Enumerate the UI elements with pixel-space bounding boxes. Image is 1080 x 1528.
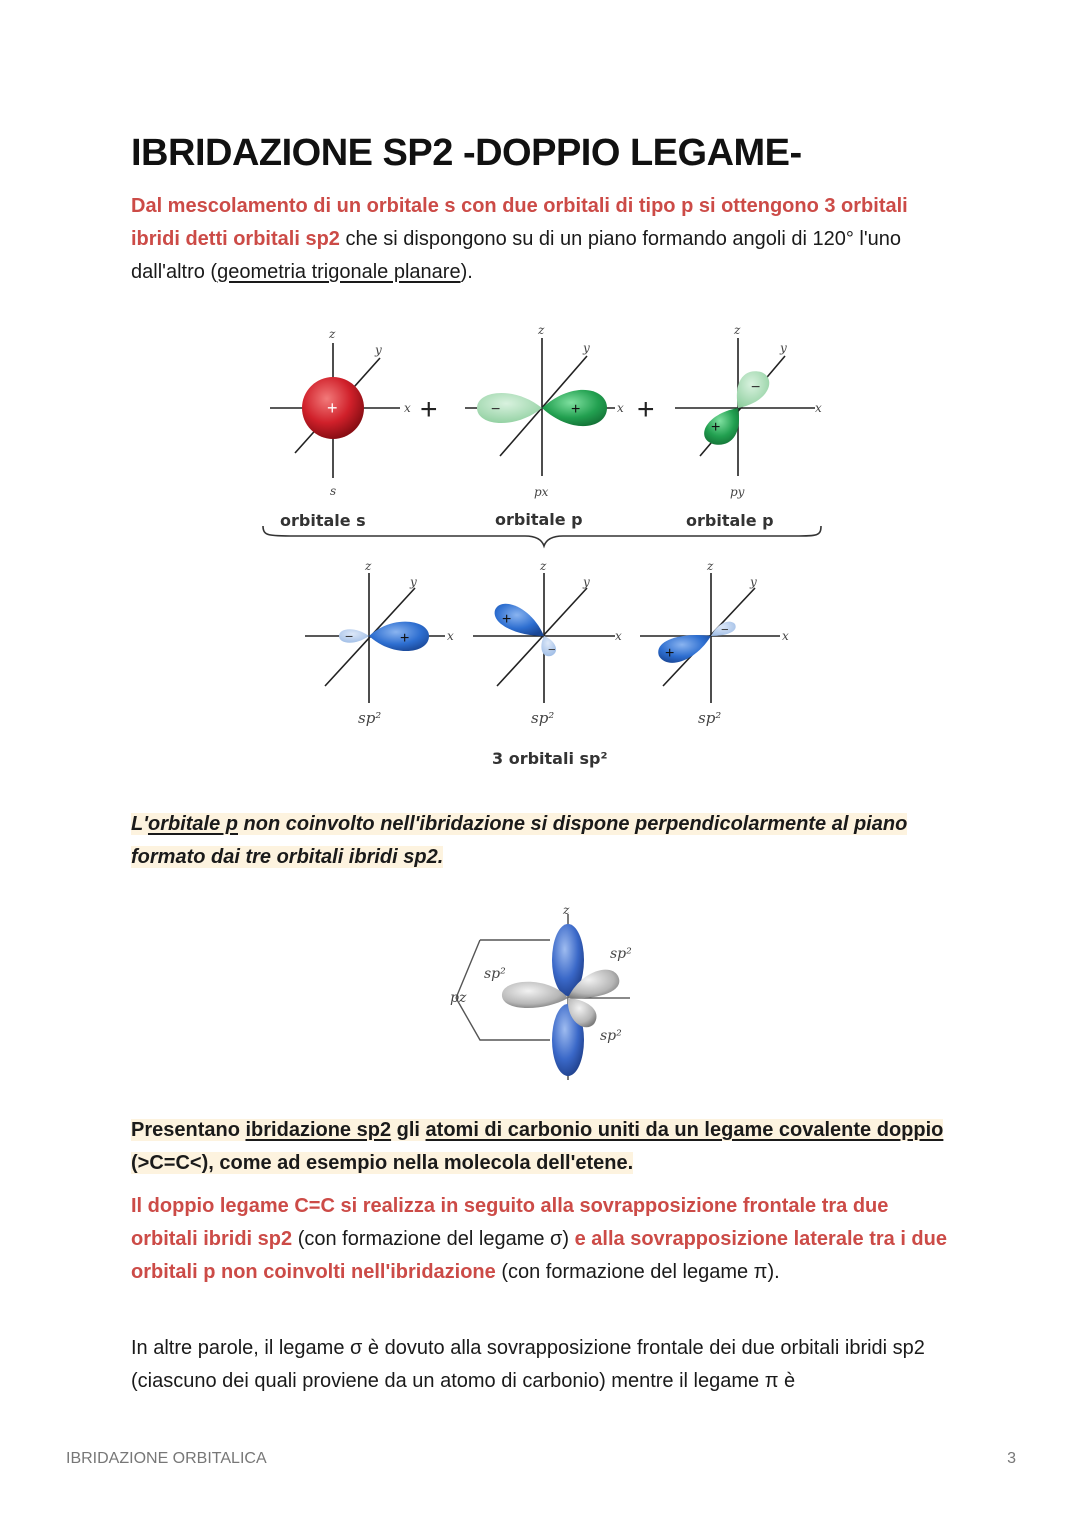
svg-text:−: −	[345, 628, 354, 644]
page-title: IBRIDAZIONE SP2 -DOPPIO LEGAME-	[131, 132, 802, 174]
svg-text:−: −	[721, 622, 729, 637]
svg-text:z: z	[734, 323, 741, 337]
sp2-pz-figure	[440, 900, 650, 1085]
orbitale-p-link-text: orbitale p	[147, 813, 238, 835]
label-orbitale-s: orbitale s	[280, 511, 366, 530]
carbon-atoms-link-text: atomi di carbonio uniti da un legame covalente doppio	[425, 1119, 944, 1141]
svg-text:x: x	[615, 629, 622, 643]
pz-label: pz	[450, 990, 467, 1006]
sp2-small-lobe-1	[339, 629, 369, 643]
ibridazione-link-text: ibridazione sp2	[245, 1119, 392, 1141]
svg-text:−: −	[491, 401, 501, 418]
svg-text:y: y	[410, 575, 417, 589]
label-orbitale-py: orbitale p	[686, 511, 774, 530]
svg-text:px: px	[534, 485, 549, 499]
hybridization-figure	[255, 318, 830, 778]
footer-title: IBRIDAZIONE ORBITALICA	[66, 1450, 267, 1467]
svg-text:y: y	[583, 341, 590, 355]
sigma-pi-paragraph: In altre parole, il legame σ è dovuto alla sovrapposizione frontale dei due orbitali ibridi sp2 (ciascuno dei quali proviene da un atomo di carbonio) mentre il legame π è	[131, 1337, 925, 1392]
svg-text:+: +	[711, 419, 721, 436]
svg-text:z: z	[707, 559, 714, 573]
svg-text:s: s	[330, 484, 337, 498]
svg-text:−: −	[751, 379, 761, 396]
intro-red-text: Dal mescolamento di un orbitale s con due orbitali di tipo p si ottengono 3 orbitali ibridi detti orbitali sp2	[131, 195, 908, 250]
svg-text:−: −	[548, 642, 556, 657]
svg-text:x: x	[815, 401, 822, 415]
svg-text:sp²: sp²	[698, 709, 722, 727]
svg-text:y: y	[375, 343, 382, 357]
svg-text:+: +	[502, 611, 512, 628]
svg-text:y: y	[780, 341, 787, 355]
svg-text:+: +	[400, 630, 410, 647]
svg-text:sp²: sp²	[600, 1028, 622, 1044]
svg-text:+: +	[665, 645, 675, 662]
svg-text:z: z	[538, 323, 545, 337]
plus-sign-1: +	[420, 393, 438, 426]
svg-text:y: y	[583, 575, 590, 589]
intro-text: che si dispongono su di un piano formando angoli di 120° l'uno dall'altro (	[131, 228, 902, 283]
svg-text:x: x	[404, 401, 411, 415]
svg-text:y: y	[750, 575, 757, 589]
svg-text:sp²: sp²	[610, 946, 632, 962]
intro-paragraph: Dal mescolamento di un orbitale s con due orbitali di tipo p si ottengono 3 orbitali ibridi detti orbitali sp2 che si dispongono su di un piano formando angoli di 120° l'uno dall'altro (geometria trigonale planare).	[131, 195, 908, 283]
py-positive-lobe	[704, 408, 739, 445]
carbon-paragraph: Presentano ibridazione sp2 gli atomi di carbonio uniti da un legame covalente doppio (>C=C<), come ad esempio nella molecola dell'etene.	[131, 1119, 944, 1174]
svg-text:x: x	[782, 629, 789, 643]
geometry-link-text: geometria trigonale planare	[217, 261, 461, 283]
svg-text:z: z	[563, 903, 570, 917]
sp2-large-lobe-1	[369, 622, 429, 651]
p-orbital-paragraph: L'orbitale p non coinvolto nell'ibridazione si dispone perpendicolarmente al piano formato dai tre orbitali ibridi sp2.	[131, 813, 908, 868]
svg-text:sp²: sp²	[531, 709, 555, 727]
label-orbitale-px: orbitale p	[495, 510, 583, 529]
svg-text:z: z	[540, 559, 547, 573]
s-plus-sign: +	[327, 398, 338, 418]
svg-text:sp²: sp²	[484, 966, 506, 982]
label-3-orbitali-sp2: 3 orbitali sp²	[492, 749, 608, 768]
svg-text:z: z	[365, 559, 372, 573]
svg-text:sp²: sp²	[358, 709, 382, 727]
svg-text:x: x	[447, 629, 454, 643]
page-number: 3	[1007, 1450, 1016, 1467]
svg-text:py: py	[730, 485, 745, 499]
svg-text:+: +	[571, 401, 581, 418]
svg-text:x: x	[617, 401, 624, 415]
double-bond-paragraph: Il doppio legame C=C si realizza in seguito alla sovrapposizione frontale tra due orbitali ibridi sp2 (con formazione del legame σ) e alla sovrapposizione laterale tra i due orbitali p non coinvolti nell'ibridazione (con formazione del legame π).	[131, 1195, 947, 1283]
svg-text:z: z	[329, 327, 336, 341]
plus-sign-2: +	[637, 393, 655, 426]
